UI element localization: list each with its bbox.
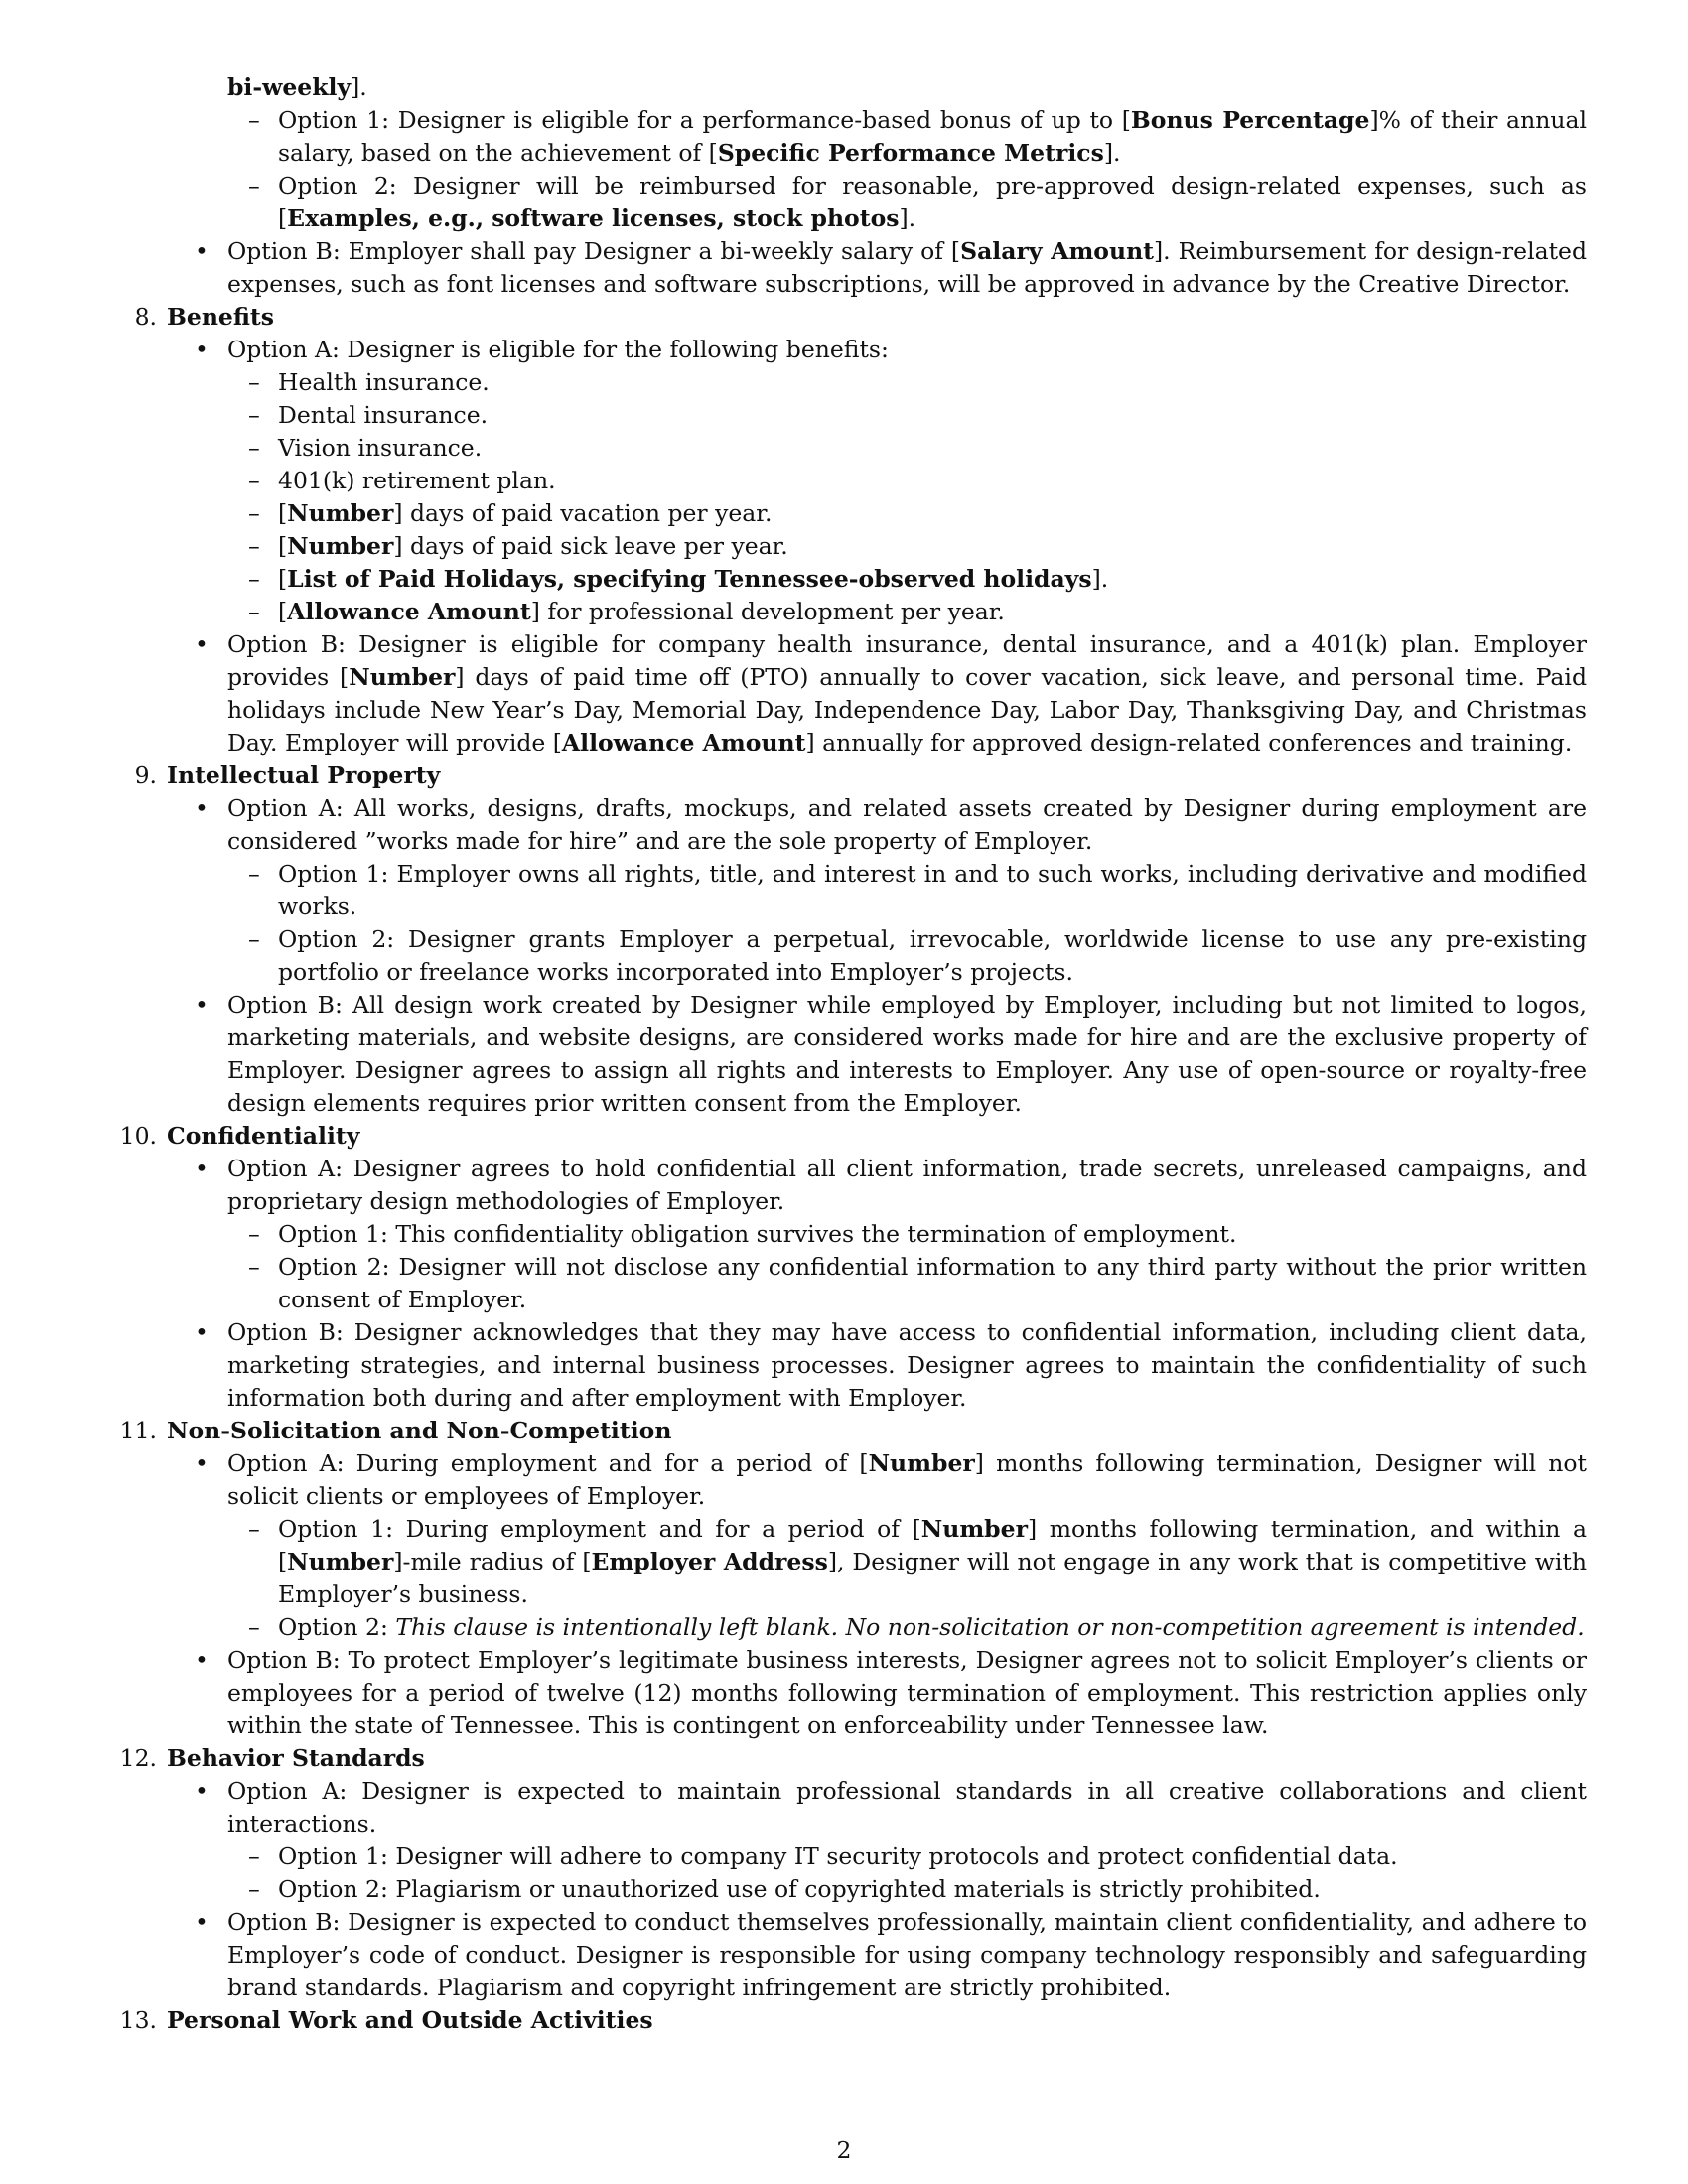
section-number: 12. xyxy=(119,1744,157,1772)
sub-option-item xyxy=(0,530,1587,563)
dash-marker: – xyxy=(248,401,260,429)
dash-marker: – xyxy=(248,1843,260,1870)
text-run: ]. xyxy=(899,205,916,232)
text-run: Health insurance. xyxy=(278,368,490,396)
section-title: Behavior Standards xyxy=(167,1744,425,1772)
dash-marker: – xyxy=(248,1613,260,1641)
sub-option-item xyxy=(0,170,1587,235)
text-run: ]. xyxy=(1091,565,1109,593)
dash-marker: – xyxy=(248,1220,260,1248)
sub-option-item xyxy=(0,366,1587,399)
placeholder-field: Allowance Amount xyxy=(561,729,806,756)
bullet-marker: • xyxy=(195,1646,209,1674)
text-run: ]. xyxy=(1103,139,1121,167)
bullet-marker: • xyxy=(195,336,209,363)
dash-marker: – xyxy=(248,532,260,560)
text-run: Dental insurance. xyxy=(278,401,489,429)
text-run: Option A: Designer is expected to maintain professional standards in all creative collaborations and client interactions. xyxy=(227,1777,1587,1838)
text-run: Option B: To protect Employer’s legitimate business interests, Designer agrees not to solicit Employer’s clients or employees for a period of twelve (12) months following termination of employment. This restriction applies only within the state of Tennessee. This is contingent on enforceability under Tennessee law. xyxy=(227,1646,1587,1739)
section-number: 8. xyxy=(134,303,157,331)
section-title: Benefits xyxy=(167,303,275,331)
text-run: ]-mile radius of [ xyxy=(393,1548,592,1575)
section-title: Intellectual Property xyxy=(167,761,441,789)
text-run: Option 1: During employment and for a period of [ xyxy=(278,1515,921,1543)
dash-marker: – xyxy=(248,172,260,200)
bullet-marker: • xyxy=(195,1908,209,1936)
text-run: Option 1: Employer owns all rights, title, and interest in and to such works, including derivative and modified works. xyxy=(278,860,1587,920)
option-item xyxy=(0,1153,1587,1218)
text-run: ] for professional development per year. xyxy=(530,598,1005,625)
text-run: [ xyxy=(278,565,288,593)
placeholder-field: Number xyxy=(287,532,394,560)
text-run: Option A: Designer agrees to hold confidential all client information, trade secrets, unreleased campaigns, and proprietary design methodologies of Employer. xyxy=(227,1155,1587,1215)
text-run: ] months following termination, Designer will not solicit clients or employees of Employer. xyxy=(227,1449,1587,1510)
sub-option-item xyxy=(0,1251,1587,1316)
italic-text: This clause is intentionally left blank. No non-solicitation or non-competition agreement is intended. xyxy=(395,1613,1585,1641)
sub-option-item xyxy=(0,923,1587,989)
sub-option-item xyxy=(0,596,1587,628)
text-run: Option 2: xyxy=(278,1613,396,1641)
continuation-tail: ]. xyxy=(351,73,367,101)
placeholder-field: Number xyxy=(868,1449,975,1477)
sub-option-item xyxy=(0,1218,1587,1251)
dash-marker: – xyxy=(248,598,260,625)
text-run: ] annually for approved design-related conferences and training. xyxy=(805,729,1573,756)
dash-marker: – xyxy=(248,565,260,593)
continuation-bold: bi-weekly xyxy=(227,73,352,101)
text-run: Option A: All works, designs, drafts, mockups, and related assets created by Designer during employment are considered ”works made for hire” and are the sole property of Employer. xyxy=(227,794,1587,855)
option-item xyxy=(0,1447,1587,1513)
bullet-marker: • xyxy=(195,991,209,1019)
sub-option-item xyxy=(0,1513,1587,1611)
placeholder-field: Number xyxy=(920,1515,1028,1543)
document-page xyxy=(0,71,1688,2037)
bullet-marker: • xyxy=(195,237,209,265)
section-number: 11. xyxy=(119,1417,157,1444)
option-item xyxy=(0,1644,1587,1742)
placeholder-field: Salary Amount xyxy=(960,237,1155,265)
placeholder-field: Number xyxy=(349,663,456,691)
section-heading xyxy=(0,1415,1587,1447)
text-run: Option 2: Plagiarism or unauthorized use of copyrighted materials is strictly prohibited. xyxy=(278,1875,1321,1903)
dash-marker: – xyxy=(248,106,260,134)
text-run: ] months following termination, and within a [ xyxy=(278,1515,1587,1575)
continuation-line xyxy=(0,71,1587,104)
sub-option-item xyxy=(0,1611,1587,1644)
text-run: ] days of paid time off (PTO) annually to cover vacation, sick leave, and personal time. Paid holidays include New Year’s Day, Memorial Day, Independence Day, Labor Day, Thanksgiving Day, and Christmas Day. Employer will provide [ xyxy=(227,663,1587,756)
text-run: Option B: Designer is eligible for company health insurance, dental insurance, and a 401(k) plan. Employer provides [ xyxy=(227,630,1587,691)
text-run: Option 2: Designer will not disclose any confidential information to any third party without the prior written consent of Employer. xyxy=(278,1253,1587,1313)
section-heading xyxy=(0,1120,1587,1153)
placeholder-field: Employer Address xyxy=(591,1548,828,1575)
bullet-marker: • xyxy=(195,630,209,658)
page-number: 2 xyxy=(836,2136,852,2164)
section-number: 9. xyxy=(134,761,157,789)
section-heading xyxy=(0,1742,1587,1775)
sub-option-item xyxy=(0,399,1587,432)
sub-option-item xyxy=(0,497,1587,530)
section-heading xyxy=(0,301,1587,334)
text-run: [ xyxy=(278,499,288,527)
placeholder-field: Specific Performance Metrics xyxy=(717,139,1104,167)
bullet-marker: • xyxy=(195,1777,209,1805)
section-heading xyxy=(0,2004,1587,2037)
prior-section-items xyxy=(0,104,1688,301)
text-run: [ xyxy=(278,598,288,625)
sub-option-item xyxy=(0,858,1587,923)
text-run: [ xyxy=(278,532,288,560)
option-item xyxy=(0,334,1587,366)
sub-option-item xyxy=(0,1841,1587,1873)
text-run: Option A: During employment and for a period of [ xyxy=(227,1449,869,1477)
text-run: 401(k) retirement plan. xyxy=(278,467,556,494)
text-run: Option B: All design work created by Designer while employed by Employer, including but not limited to logos, marketing materials, and website designs, are considered works made for hire and are the exclusive property of Employer. Designer agrees to assign all rights and interests to Employer. Any use of open-source or royalty-free design elements requires prior written consent from the Employer. xyxy=(227,991,1587,1117)
dash-marker: – xyxy=(248,467,260,494)
text-run: Option 1: Designer will adhere to company IT security protocols and protect confidential data. xyxy=(278,1843,1398,1870)
section-title: Non-Solicitation and Non-Competition xyxy=(167,1417,672,1444)
sections-list xyxy=(0,301,1688,2037)
section-title: Personal Work and Outside Activities xyxy=(167,2006,653,2034)
option-item xyxy=(0,235,1587,301)
option-item xyxy=(0,628,1587,759)
placeholder-field: Allowance Amount xyxy=(287,598,531,625)
text-run: ], Designer will not engage in any work that is competitive with Employer’s business. xyxy=(278,1548,1587,1608)
text-run: ]% of their annual salary, based on the achievement of [ xyxy=(278,106,1587,167)
sub-option-item xyxy=(0,1873,1587,1906)
text-run: Option B: Designer is expected to conduct themselves professionally, maintain client confidentiality, and adhere to Employer’s code of conduct. Designer is responsible for using company technology responsibly and safeguarding brand standards. Plagiarism and copyright infringement are strictly prohibited. xyxy=(227,1908,1587,2001)
text-run: Option B: Designer acknowledges that they may have access to confidential information, including client data, marketing strategies, and internal business processes. Designer agrees to maintain the confidentiality of such information both during and after employment with Employer. xyxy=(227,1318,1587,1412)
placeholder-field: Bonus Percentage xyxy=(1130,106,1370,134)
dash-marker: – xyxy=(248,860,260,887)
option-item xyxy=(0,1775,1587,1841)
text-run: ] days of paid sick leave per year. xyxy=(393,532,788,560)
text-run: Option 1: This confidentiality obligation survives the termination of employment. xyxy=(278,1220,1237,1248)
section-title: Confidentiality xyxy=(167,1122,360,1150)
placeholder-field: Examples, e.g., software licenses, stock photos xyxy=(287,205,900,232)
section-number: 10. xyxy=(119,1122,157,1150)
section-number: 13. xyxy=(119,2006,157,2034)
bullet-marker: • xyxy=(195,1449,209,1477)
dash-marker: – xyxy=(248,1515,260,1543)
option-item xyxy=(0,1316,1587,1415)
option-item xyxy=(0,989,1587,1120)
text-run: Option 1: Designer is eligible for a performance-based bonus of up to [ xyxy=(278,106,1131,134)
text-run: Option 2: Designer grants Employer a perpetual, irrevocable, worldwide license to use any pre-existing portfolio or freelance works incorporated into Employer’s projects. xyxy=(278,925,1587,986)
bullet-marker: • xyxy=(195,794,209,822)
text-run: Option B: Employer shall pay Designer a bi-weekly salary of [ xyxy=(227,237,961,265)
text-run: Option 2: Designer will be reimbursed for reasonable, pre-approved design-related expenses, such as [ xyxy=(278,172,1587,232)
bullet-marker: • xyxy=(195,1318,209,1346)
placeholder-field: Number xyxy=(287,499,394,527)
dash-marker: – xyxy=(248,368,260,396)
placeholder-field: List of Paid Holidays, specifying Tennessee-observed holidays xyxy=(287,565,1092,593)
sub-option-item xyxy=(0,465,1587,497)
option-item xyxy=(0,1906,1587,2004)
text-run: ]. Reimbursement for design-related expenses, such as font licenses and software subscriptions, will be approved in advance by the Creative Director. xyxy=(227,237,1587,298)
text-run: Option A: Designer is eligible for the following benefits: xyxy=(227,336,889,363)
sub-option-item xyxy=(0,432,1587,465)
dash-marker: – xyxy=(248,1875,260,1903)
sub-option-item xyxy=(0,104,1587,170)
dash-marker: – xyxy=(248,499,260,527)
text-run: ] days of paid vacation per year. xyxy=(393,499,773,527)
dash-marker: – xyxy=(248,434,260,462)
bullet-marker: • xyxy=(195,1155,209,1182)
placeholder-field: Number xyxy=(287,1548,394,1575)
sub-option-item xyxy=(0,563,1587,596)
dash-marker: – xyxy=(248,925,260,953)
dash-marker: – xyxy=(248,1253,260,1281)
text-run: Vision insurance. xyxy=(278,434,483,462)
section-heading xyxy=(0,759,1587,792)
option-item xyxy=(0,792,1587,858)
